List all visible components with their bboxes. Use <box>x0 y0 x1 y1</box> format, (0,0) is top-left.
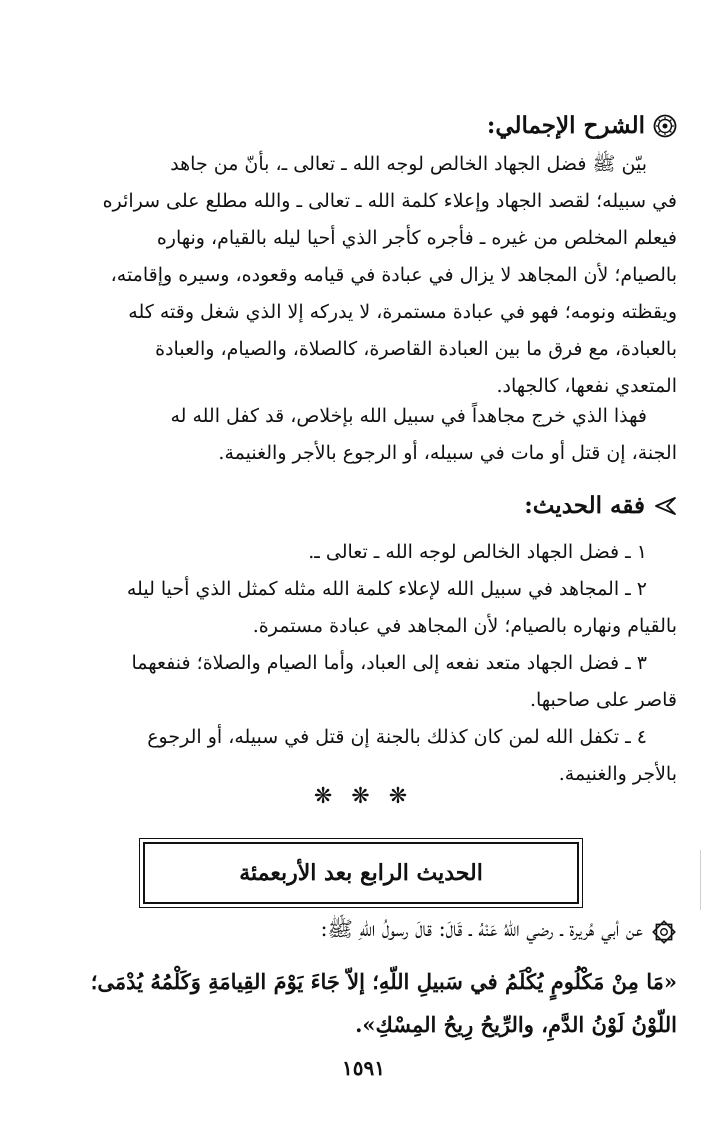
list-item: ٤ ـ تكفل الله لمن كان كذلك بالجنة إن قتل في سبيله، أو الرجوع <box>147 726 647 748</box>
section-separator: ❋ ❋ ❋ <box>313 784 414 809</box>
text-line: المتعدي نفعها، كالجهاد. <box>496 375 677 397</box>
list-item-continued: قاصر على صاحبها. <box>529 689 677 711</box>
fiqh-list <box>51 534 677 793</box>
text-line: في سبيله؛ لقصد الجهاد وإعلاء كلمة الله ـ تعالى ـ والله مطلع على سرائره <box>102 190 677 212</box>
list-item: ٢ ـ المجاهد في سبيل الله لإعلاء كلمة الله مثله كمثل الذي أحيا ليله <box>126 578 647 600</box>
text-line: بيّن ﷺ فضل الجهاد الخالص لوجه الله ـ تعالى ـ، بأنّ من جاهد <box>170 153 647 175</box>
text-line: ويقظته ونومه؛ فهو في عبادة مستمرة، لا يدركه إلا الذي شغل وقته كله <box>128 301 677 323</box>
list-item-continued: بالقيام ونهاره بالصيام؛ لأن المجاهد في عبادة مستمرة. <box>252 615 677 637</box>
text-line: فيعلم المخلص من غيره ـ فأجره كأجر الذي أحيا ليله بالقيام، ونهاره <box>156 227 677 249</box>
hadith-line: اللّوْنُ لَوْنُ الدَّمِ، والرِّيحُ رِيحُ المِسْكِ». <box>355 1012 677 1037</box>
summary-paragraph-1 <box>51 146 677 405</box>
list-item-continued: بالأجر والغنيمة. <box>558 763 677 785</box>
hadith-title-box <box>143 842 579 904</box>
summary-paragraph-2 <box>51 398 677 472</box>
margin-mark <box>700 850 701 910</box>
hadith-line: «مَا مِنْ مَكْلُومٍ يُكْلَمُ في سَبيلِ اللّهِ؛ إلاّ جَاءَ يَوْمَ القِيامَةِ وَكَلْمُهُ يُدْمَى؛ <box>90 969 677 994</box>
section-heading-text: فقه الحديث: <box>524 492 645 519</box>
list-item: ٣ ـ فضل الجهاد متعد نفعه إلى العباد، وأما الصيام والصلاة؛ فنفعهما <box>131 652 647 674</box>
list-item: ١ ـ فضل الجهاد الخالص لوجه الله ـ تعالى ـ. <box>308 541 647 563</box>
page-number: ١٥٩١ <box>342 1056 385 1080</box>
text-line: بالصيام؛ لأن المجاهد لا يزال في عبادة في قيامه وقعوده، وسيره وإقامته، <box>110 264 677 286</box>
text-line: الجنة، إن قتل أو مات في سبيله، أو الرجوع بالأجر والغنيمة. <box>218 442 677 464</box>
star-ornament-icon <box>651 919 677 945</box>
hadith-body <box>49 960 677 1046</box>
ornament-flower-icon <box>653 114 677 138</box>
section-heading-summary <box>487 112 677 139</box>
text-line: بالعبادة، مع فرق ما بين العبادة القاصرة، كالصلاة، والصيام، والعبادة <box>155 338 677 360</box>
arrow-left-icon <box>653 494 677 518</box>
section-heading-text: الشرح الإجمالي: <box>486 112 645 139</box>
section-heading-fiqh <box>524 492 677 519</box>
hadith-intro <box>320 916 677 947</box>
text-line: فهذا الذي خرج مجاهداً في سبيل الله بإخلاص، قد كفل الله له <box>170 405 647 427</box>
hadith-title: الحديث الرابع بعد الأربعمئة <box>239 860 483 886</box>
hadith-intro-text: عن أبي هُريرة ـ رضي اللّهُ عَنْهُ ـ قَالَ: قالَ رسولُ اللّهِ ﷺ: <box>320 917 643 941</box>
